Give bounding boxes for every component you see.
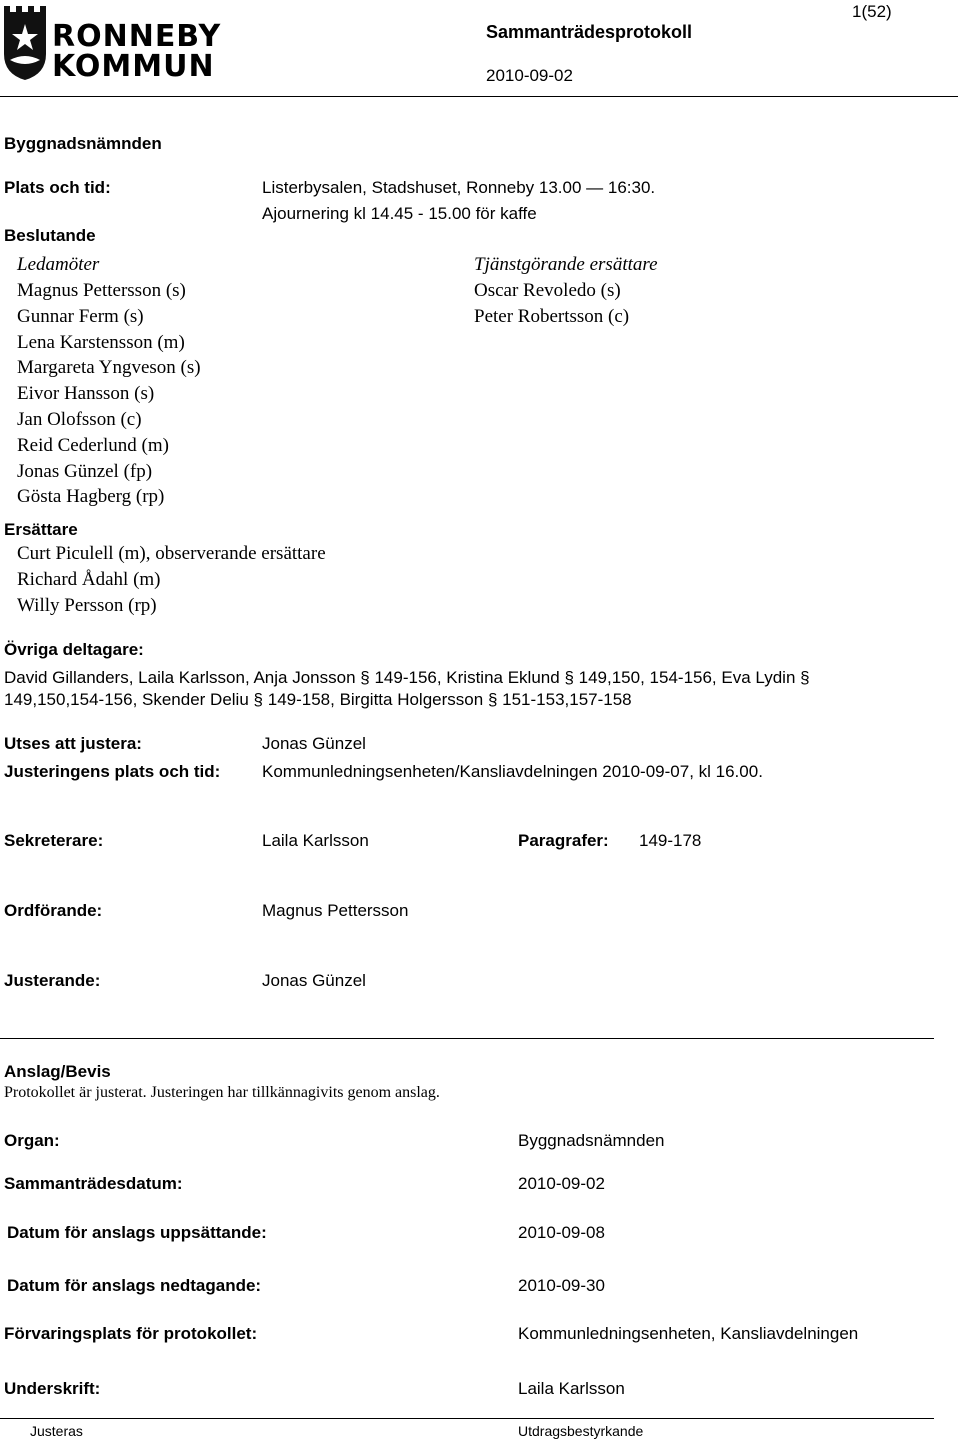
member-item: Jonas Günzel (fp) xyxy=(17,460,153,482)
anslag-row-value: 2010-09-08 xyxy=(518,1223,605,1242)
footer-justeras: Justeras xyxy=(30,1423,83,1439)
ordforande-value: Magnus Pettersson xyxy=(262,901,409,920)
ovriga-text: 149-156, Kristina Eklund xyxy=(374,668,560,687)
beslutande-heading: Beslutande xyxy=(4,226,96,245)
ovriga-text: 149-158, Birgitta Holgersson xyxy=(267,690,484,709)
document-title: Sammanträdesprotokoll xyxy=(486,22,693,42)
justerande-label: Justerande: xyxy=(4,971,101,990)
ovriga-text: 151-153,157-158 xyxy=(502,690,632,709)
anslag-divider xyxy=(0,1038,934,1039)
substitute-item: Peter Robertsson (c) xyxy=(474,305,630,327)
committee-name: Byggnadsnämnden xyxy=(4,134,162,153)
logo-line-2: KOMMUN xyxy=(52,49,215,84)
ovriga-heading: Övriga deltagare: xyxy=(4,640,144,659)
member-item: Eivor Hansson (s) xyxy=(17,383,155,405)
member-item: Reid Cederlund (m) xyxy=(17,434,169,456)
page-number: 1(52) xyxy=(852,2,892,21)
ovriga-text: 149,150,154-156, Skender Deliu xyxy=(4,690,249,709)
document-date: 2010-09-02 xyxy=(486,66,573,85)
member-item: Lena Karstensson (m) xyxy=(17,331,185,353)
paragraph-sign: § xyxy=(800,668,810,687)
anslag-text: Protokollet är justerat. Justeringen har tillkännagivits genom anslag. xyxy=(4,1084,440,1101)
utses-label: Utses att justera: xyxy=(4,734,142,753)
logo-line-1: RONNEBY xyxy=(52,19,222,54)
paragrafer-label: Paragrafer: xyxy=(518,831,609,850)
members-heading: Ledamöter xyxy=(17,254,100,275)
ovriga-text: 149,150, 154-156, Eva Lydin xyxy=(578,668,796,687)
sekreterare-label: Sekreterare: xyxy=(4,831,104,850)
paragraph-sign: § xyxy=(487,690,498,709)
anslag-row-value: 2010-09-30 xyxy=(518,1276,605,1295)
anslag-row-value: Byggnadsnämnden xyxy=(518,1131,665,1150)
utses-value: Jonas Günzel xyxy=(262,734,366,753)
ovriga-text: David Gillanders, Laila Karlsson, Anja Jonsson xyxy=(4,668,356,687)
anslag-row-label: Datum för anslags uppsättande: xyxy=(7,1223,267,1242)
anslag-row-label: Förvaringsplats för protokollet: xyxy=(4,1324,258,1343)
anslag-row-label: Underskrift: xyxy=(4,1379,101,1398)
substitute-item: Oscar Revoledo (s) xyxy=(474,280,621,301)
member-item: Gösta Hagberg (rp) xyxy=(17,486,165,508)
sekreterare-value: Laila Karlsson xyxy=(262,831,369,850)
paragraph-sign: § xyxy=(253,690,263,709)
ovriga-line-2 xyxy=(4,690,632,710)
header-divider xyxy=(0,96,958,97)
justering-plats-value: Kommunledningsenheten/Kansliavdelningen 2010-09-07, kl 16.00. xyxy=(262,762,763,781)
justering-plats-label: Justeringens plats och tid: xyxy=(4,762,221,781)
footer-utdragsbestyrkande: Utdragsbestyrkande xyxy=(518,1423,644,1439)
paragraph-sign: § xyxy=(564,668,574,687)
member-item: Gunnar Ferm (s) xyxy=(17,305,144,327)
place-label: Plats och tid: xyxy=(4,178,111,197)
member-item: Margareta Yngveson (s) xyxy=(17,357,201,379)
coat-of-arms-icon xyxy=(2,4,48,82)
substitutes-heading: Tjänstgörande ersättare xyxy=(474,254,658,275)
member-item: Magnus Pettersson (s) xyxy=(17,280,186,301)
justerande-value: Jonas Günzel xyxy=(262,971,366,990)
paragraph-sign: § xyxy=(360,668,370,687)
ersattare-item: Curt Piculell (m), observerande ersättare xyxy=(17,543,326,564)
ordforande-label: Ordförande: xyxy=(4,901,103,920)
member-item: Jan Olofsson (c) xyxy=(17,409,142,430)
ersattare-item: Willy Persson (rp) xyxy=(17,595,157,616)
ersattare-item: Richard Ådahl (m) xyxy=(17,569,161,590)
place-line-1: Listerbysalen, Stadshuset, Ronneby 13.00 — 16:30. xyxy=(262,178,656,197)
place-line-2: Ajournering kl 14.45 - 15.00 för kaffe xyxy=(262,204,537,223)
anslag-row-label: Sammanträdesdatum: xyxy=(4,1174,183,1193)
anslag-heading: Anslag/Bevis xyxy=(4,1062,111,1081)
anslag-row-value: Kommunledningsenheten, Kansliavdelningen xyxy=(518,1324,859,1343)
anslag-row-value: 2010-09-02 xyxy=(518,1174,605,1193)
ersattare-heading: Ersättare xyxy=(4,520,78,539)
footer-divider xyxy=(0,1418,934,1419)
paragrafer-value: 149-178 xyxy=(639,831,702,850)
anslag-row-label: Organ: xyxy=(4,1131,60,1150)
anslag-row-label: Datum för anslags nedtagande: xyxy=(7,1276,262,1295)
ovriga-line-1 xyxy=(4,668,810,688)
anslag-row-value: Laila Karlsson xyxy=(518,1379,625,1398)
